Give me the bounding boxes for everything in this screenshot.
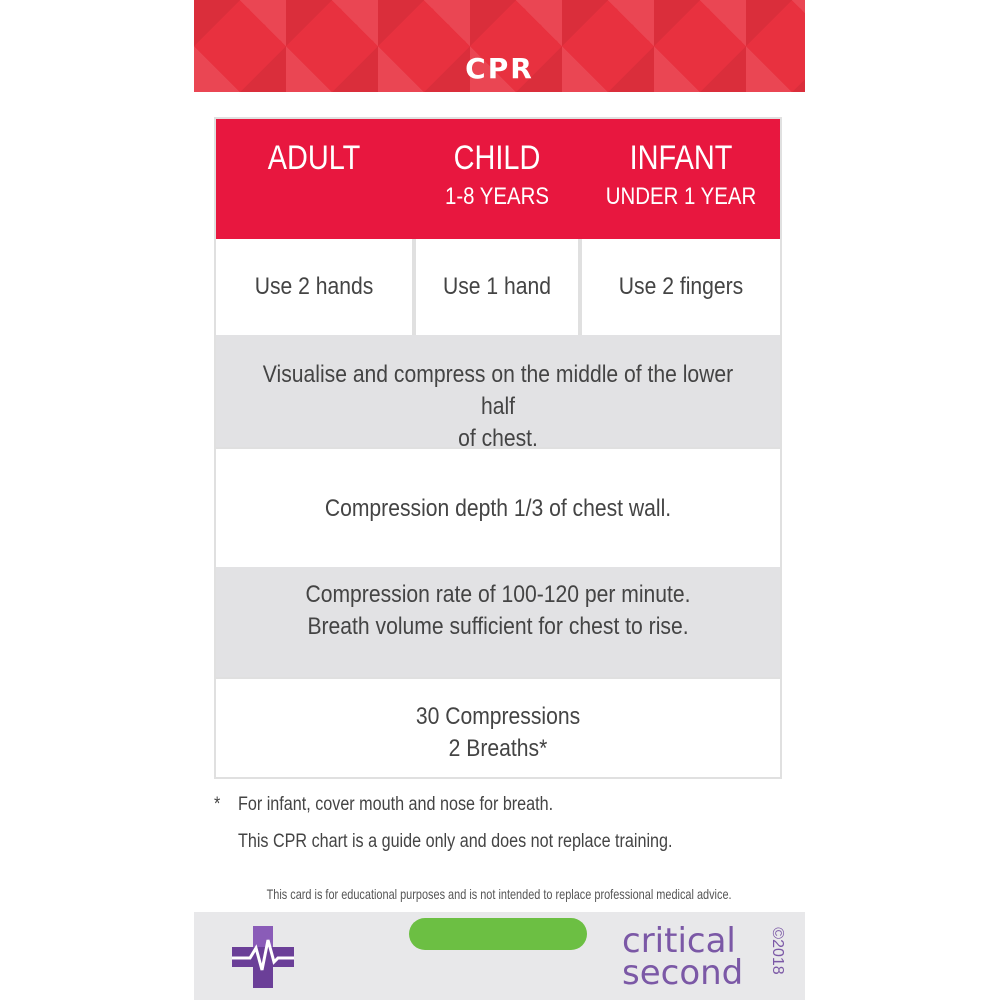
compression-location-row — [216, 335, 780, 452]
disclaimer: This card is for educational purposes and is not intended to replace professional medical advice. — [267, 886, 732, 902]
cpr-card — [194, 0, 805, 1000]
banner — [194, 0, 805, 92]
banner-title: CPR — [465, 52, 534, 85]
row-text-line: Compression rate of 100-120 per minute. — [305, 581, 691, 608]
hands-row — [216, 239, 780, 335]
hands-cell-child — [416, 239, 578, 335]
hands-text: Use 2 fingers — [618, 273, 744, 300]
infant-note: For infant, cover mouth and nose for breath. — [238, 794, 554, 815]
hands-text: Use 1 hand — [442, 273, 552, 300]
row-text-line: Breath volume sufficient for chest to rise. — [307, 613, 689, 640]
medical-cross-heartbeat-icon — [232, 926, 294, 988]
column-header-adult — [216, 119, 412, 239]
cpr-table — [214, 117, 782, 779]
column-title: CHILD — [453, 139, 541, 177]
copyright: ©2018 — [769, 927, 786, 975]
brand-name-line2: second — [622, 953, 744, 993]
header-row — [216, 119, 780, 239]
column-subtitle: UNDER 1 YEAR — [605, 183, 757, 210]
guide-note: This CPR chart is a guide only and does not replace training. — [238, 831, 673, 852]
column-subtitle: 1-8 YEARS — [445, 183, 549, 210]
row-text-line: Compression depth 1/3 of chest wall. — [324, 495, 672, 522]
compression-ratio-row — [216, 677, 780, 777]
row-text-line: 2 Breaths* — [448, 735, 548, 762]
row-text-line: 30 Compressions — [415, 703, 581, 730]
hands-text: Use 2 hands — [254, 273, 374, 300]
hands-cell-adult — [216, 239, 412, 335]
row-text-line: of chest. — [458, 425, 538, 452]
column-header-infant — [582, 119, 780, 239]
column-title: INFANT — [629, 139, 733, 177]
brand-name-line1: critical — [622, 921, 736, 961]
green-pill-decoration — [409, 918, 587, 950]
row-text-line: Visualise and compress on the middle of the lower half — [262, 361, 734, 420]
footer — [194, 912, 805, 1000]
note-asterisk: * — [214, 794, 221, 815]
column-title: ADULT — [267, 139, 361, 177]
compression-rate-row — [216, 567, 780, 677]
column-header-child — [412, 119, 582, 239]
compression-depth-row — [216, 447, 780, 567]
hands-cell-infant — [582, 239, 780, 335]
